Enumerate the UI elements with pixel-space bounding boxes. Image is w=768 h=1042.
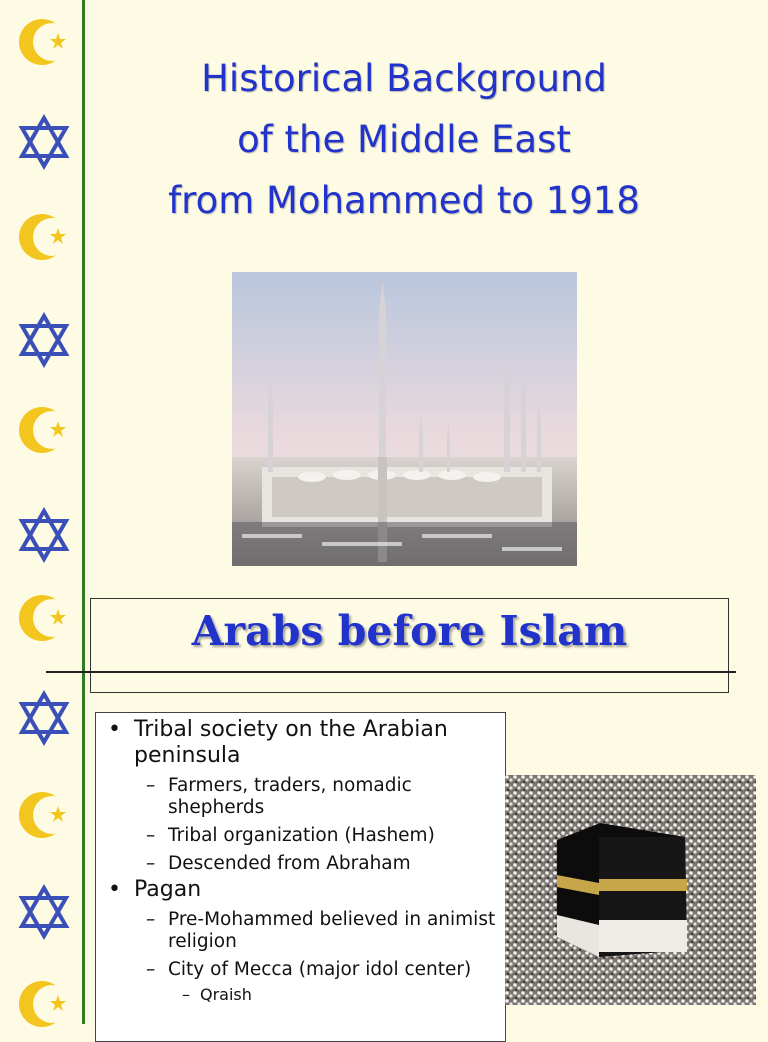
sidebar-motifs [0, 0, 82, 1024]
list-sub-item: – Descended from Abraham [104, 853, 497, 875]
title-line-1: Historical Background [201, 57, 607, 100]
star-of-david-icon [14, 688, 74, 748]
star-of-david-icon [14, 882, 74, 942]
page-title [100, 48, 708, 231]
star-of-david-icon [14, 112, 74, 172]
crescent-star-icon [14, 12, 74, 72]
list-item: • Pagan [104, 877, 497, 903]
kaaba-photo [505, 775, 756, 1005]
section-heading-box [90, 598, 729, 693]
list-sub-item: – Pre-Mohammed believed in animist religion [104, 909, 497, 953]
crescent-star-icon [14, 207, 74, 267]
horizontal-divider [46, 671, 736, 673]
title-line-2: of the Middle East [237, 118, 571, 161]
list-item: • Tribal society on the Arabian peninsula [104, 717, 497, 769]
crescent-star-icon [14, 588, 74, 648]
sidebar-divider [82, 0, 85, 1024]
list-sub-sub-item: – Qraish [104, 985, 497, 1005]
star-of-david-icon [14, 505, 74, 565]
title-line-3: from Mohammed to 1918 [168, 179, 640, 222]
crescent-star-icon [14, 400, 74, 460]
mosque-photo [232, 272, 577, 566]
list-sub-item: – Tribal organization (Hashem) [104, 825, 497, 847]
star-of-david-icon [14, 310, 74, 370]
crescent-star-icon [14, 785, 74, 845]
list-sub-item: – City of Mecca (major idol center) [104, 959, 497, 981]
crescent-star-icon [14, 974, 74, 1034]
section-heading: Arabs before Islam [191, 607, 628, 655]
bullet-list [95, 712, 506, 1042]
list-sub-item: – Farmers, traders, nomadic shepherds [104, 775, 497, 819]
